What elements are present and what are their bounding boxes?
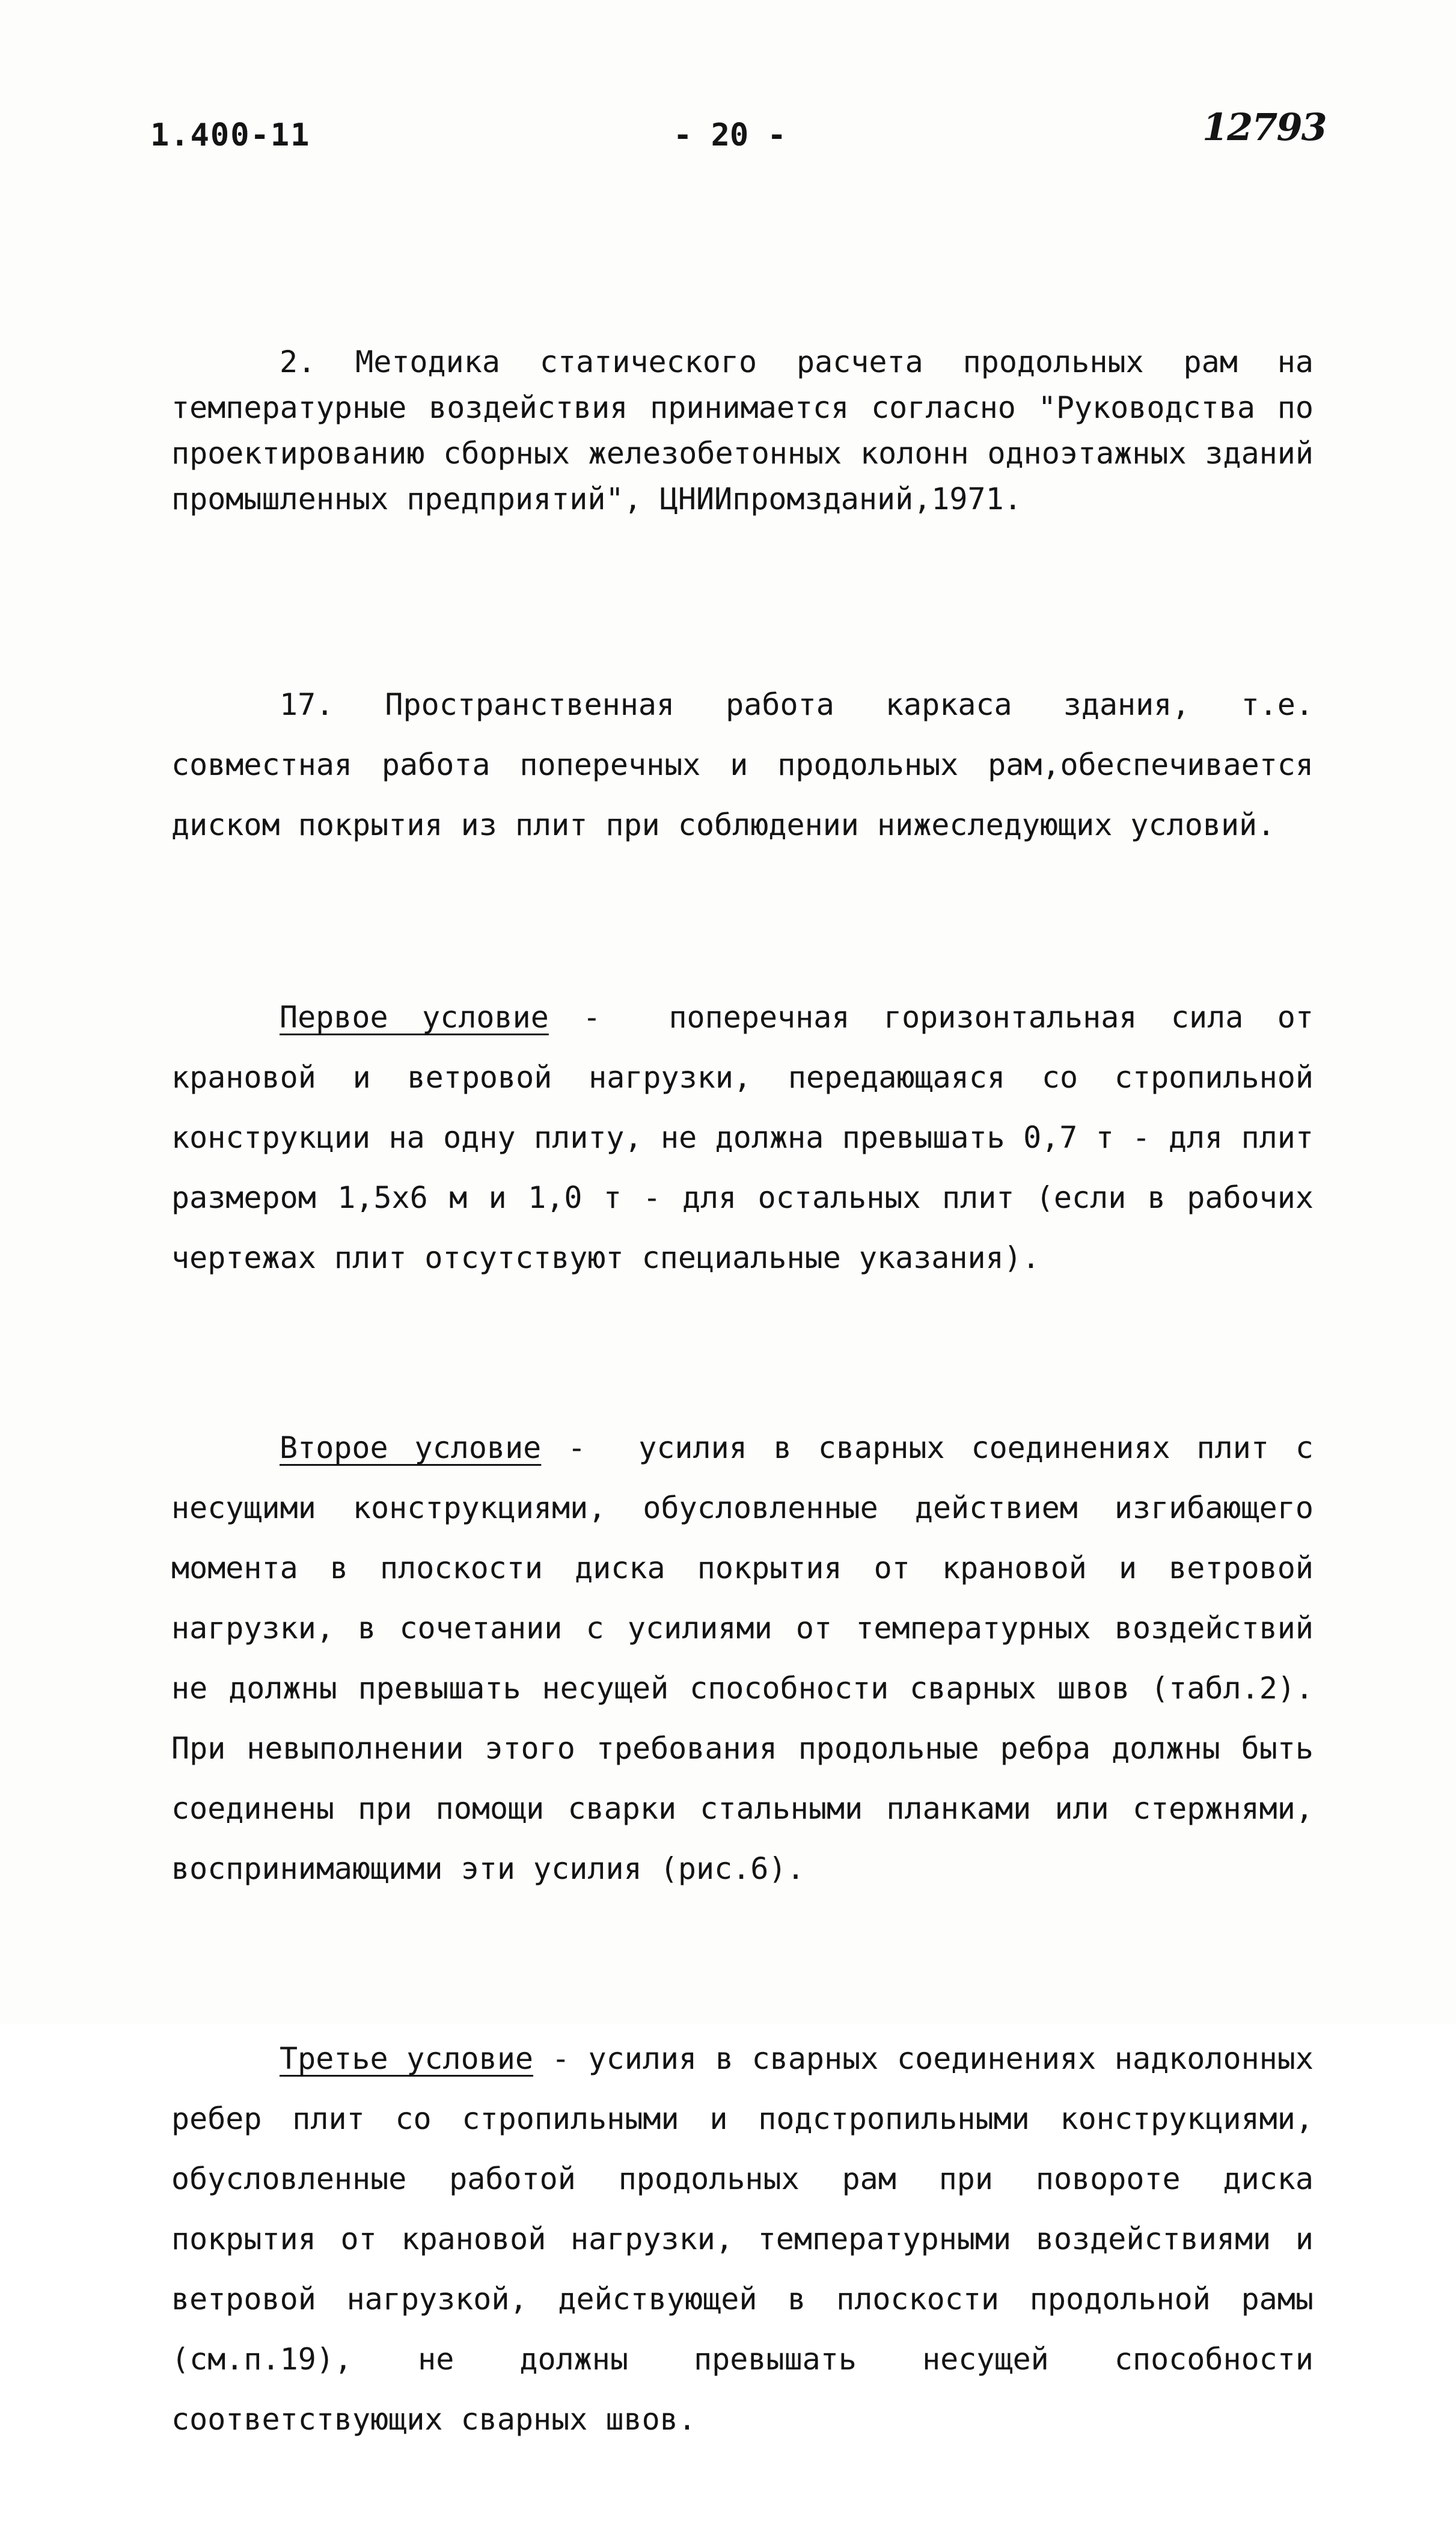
condition-1-label: Первое условие — [280, 1000, 549, 1035]
condition-1-text: - поперечная горизонтальная сила от крановой и ветровой нагрузки, передающаяся со стропильной конструкции на одну плиту, не должна превышать 0,7 т - для плит размером 1,5х6 м и 1,0 т - для остальных плит (если в рабочих чертежах плит отсутствуют специальные указания). — [171, 1000, 1332, 1275]
paragraph-condition-3 — [171, 2029, 1332, 2449]
page-number: - 20 - — [673, 117, 786, 153]
document-code: 1.400-11 — [150, 117, 311, 153]
condition-3-label: Третье условие — [280, 2041, 534, 2076]
document-body — [171, 253, 1332, 2536]
archive-number: 12793 — [1202, 105, 1326, 149]
paragraph-condition-2 — [171, 1418, 1332, 1899]
condition-3-text: - усилия в сварных соединениях надколонных ребер плит со стропильными и подстропильными конструкциями, обусловленные работой продольных рам при повороте диска покрытия от крановой нагрузки, температурными воздействиями и ветровой нагрузкой, действующей в плоскости продольной рамы (см.п.19), не должны превышать несущей способности соответствующих сварных швов. — [171, 2041, 1332, 2437]
page-header — [0, 105, 1456, 165]
paragraph-17: 17. Пространственная работа каркаса здания, т.е. совместная работа поперечных и продольных рам,обеспечивается диском покрытия из плит при соблюдении нижеследующих условий. — [171, 687, 1332, 842]
paragraph-method: 2. Методика статического расчета продольных рам на температурные воздействия принимается согласно "Руководства по проектированию сборных железобетонных колонн одноэтажных зданий промышленных предприятий", ЦНИИпромзданий,1971. — [171, 345, 1332, 516]
paragraph-condition-1 — [171, 987, 1332, 1288]
condition-2-label: Второе условие — [280, 1430, 542, 1465]
condition-2-text: - усилия в сварных соединениях плит с несущими конструкциями, обусловленные действием изгибающего момента в плоскости диска покрытия от крановой и ветровой нагрузки, в сочетании с усилиями от температурных воздействий не должны превышать несущей способности сварных швов (табл.2). При невыполнении этого требования продольные ребра должны быть соединены при помощи сварки стальными планками или стержнями, воспринимающими эти усилия (рис.6). — [171, 1430, 1332, 1886]
